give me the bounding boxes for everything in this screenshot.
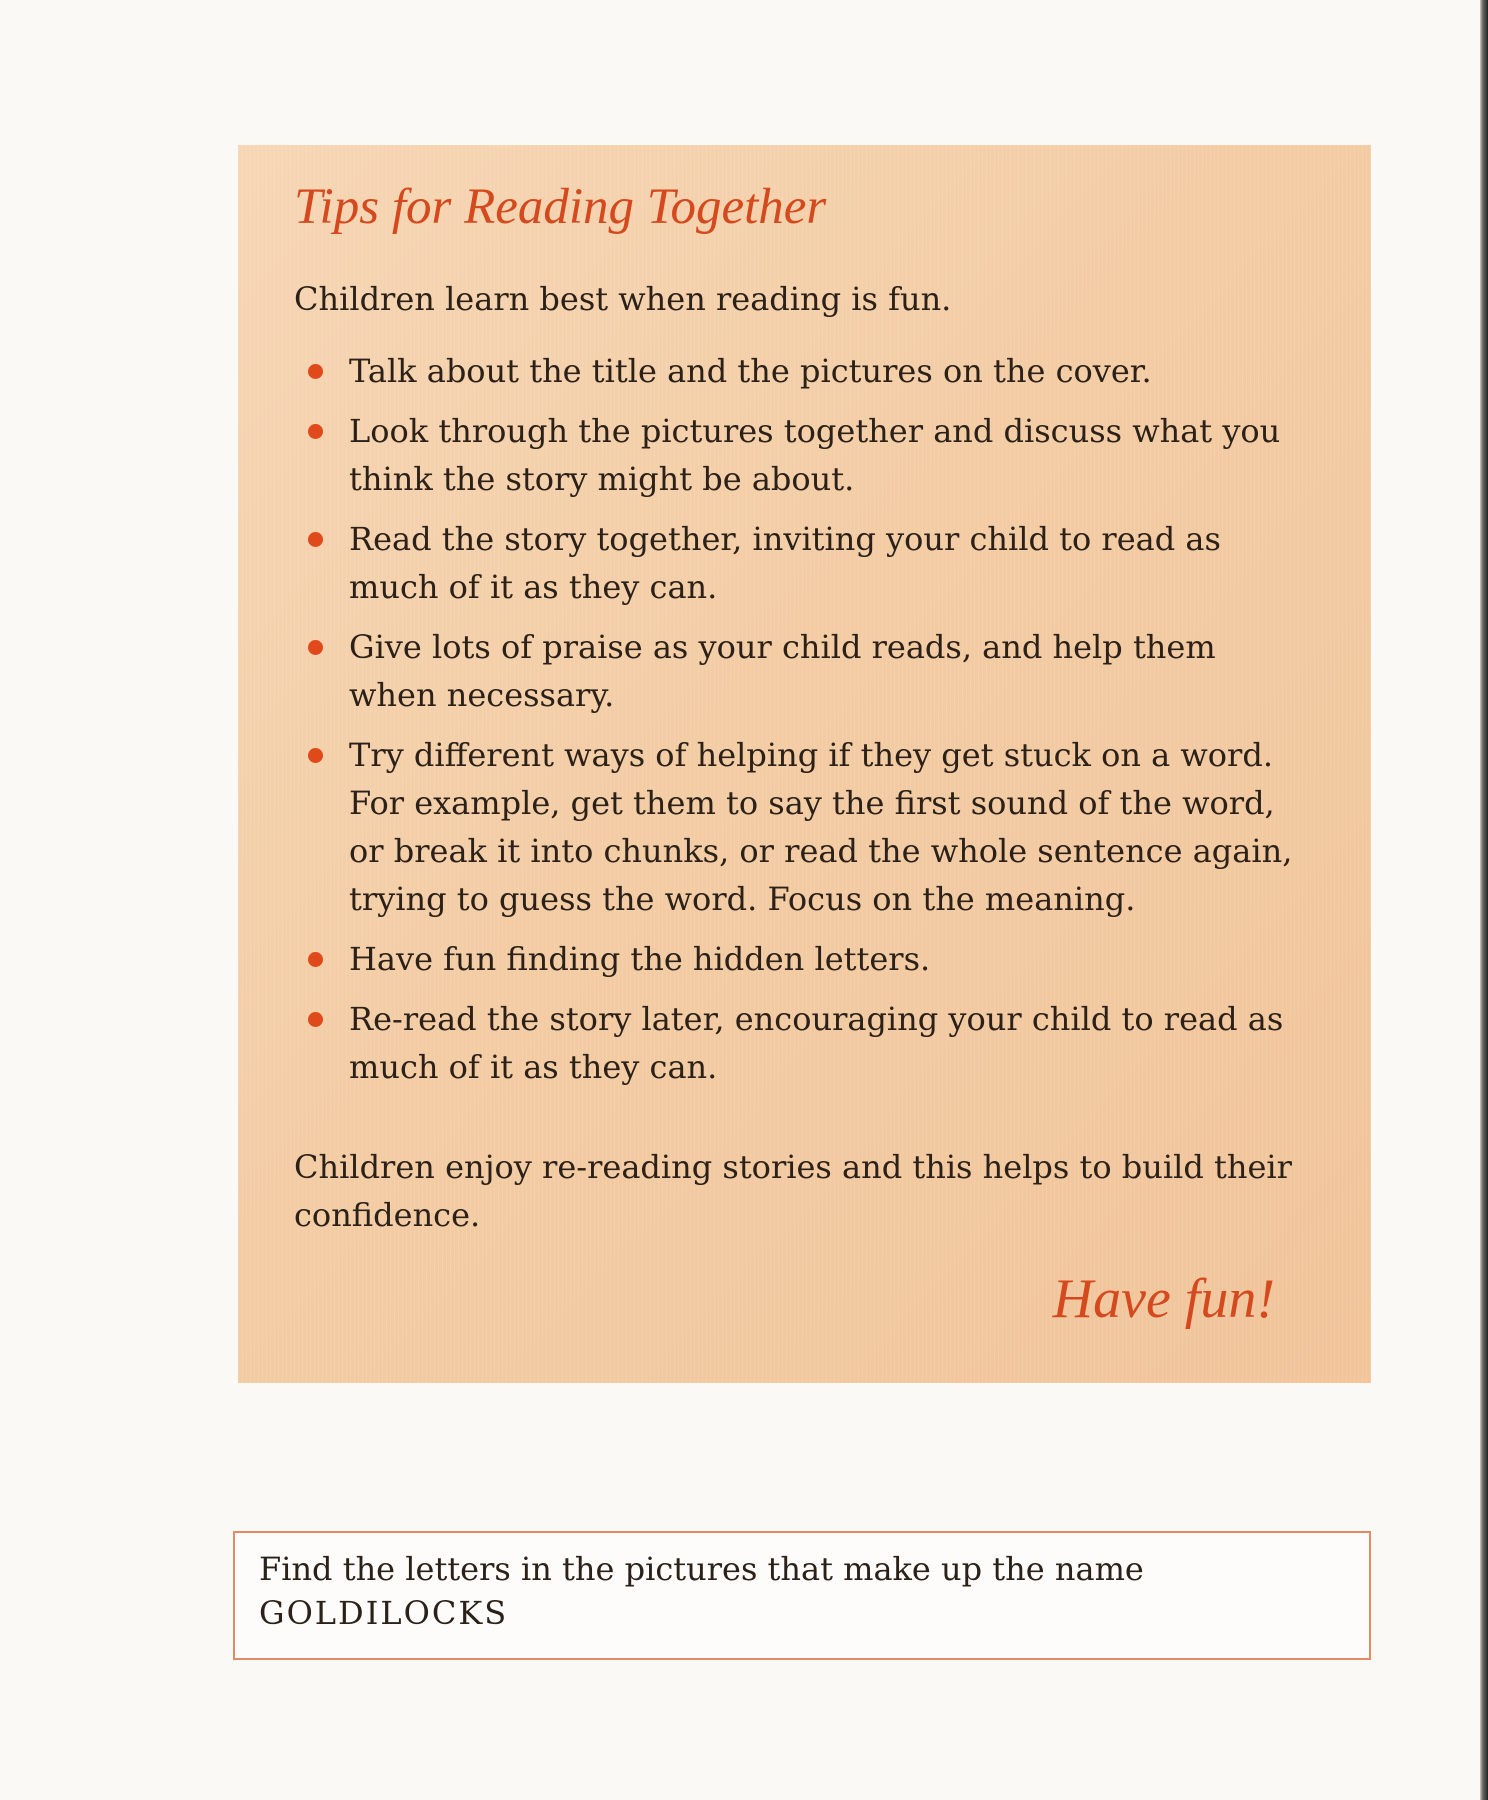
tip-text: Give lots of praise as your child reads, and help them when necessary.	[349, 628, 1216, 714]
bullet-icon	[308, 748, 323, 763]
tip-item-5	[294, 731, 1311, 923]
tips-closing: Children enjoy re-reading stories and this helps to build their confidence.	[294, 1148, 1292, 1234]
have-fun-signoff: Have fun!	[1052, 1268, 1275, 1330]
bullet-icon	[308, 364, 323, 379]
tip-item-3	[294, 515, 1311, 611]
tip-text: Look through the pictures together and discuss what you think the story might be about.	[349, 412, 1281, 498]
tips-title: Tips for Reading Together	[294, 179, 827, 235]
tip-item-1	[294, 347, 1311, 395]
hidden-letters-instruction: Find the letters in the pictures that make up the name	[259, 1550, 1144, 1588]
tip-text: Talk about the title and the pictures on the cover.	[349, 352, 1152, 390]
tip-text: Read the story together, inviting your child to read as much of it as they can.	[349, 520, 1221, 606]
tip-item-4	[294, 623, 1311, 719]
bullet-icon	[308, 1012, 323, 1027]
hidden-letters-box	[233, 1531, 1371, 1660]
tips-panel	[238, 145, 1371, 1383]
page-binding-edge	[1480, 0, 1488, 1800]
tip-item-2	[294, 407, 1311, 503]
tip-text: Re-read the story later, encouraging your child to read as much of it as they can.	[349, 1000, 1284, 1086]
tip-item-6	[294, 935, 1311, 983]
bullet-icon	[308, 532, 323, 547]
bullet-icon	[308, 640, 323, 655]
bullet-icon	[308, 424, 323, 439]
tip-text: Have fun finding the hidden letters.	[349, 940, 931, 978]
hidden-letters-name: GOLDILOCKS	[259, 1594, 509, 1632]
bullet-icon	[308, 952, 323, 967]
tip-item-7	[294, 995, 1311, 1091]
tip-text: Try different ways of helping if they get stuck on a word. For example, get them to say the first sound of the word, or break it into chunks, or read the whole sentence again, trying to guess the word. Focus on the meaning.	[349, 736, 1293, 918]
tips-intro: Children learn best when reading is fun.	[294, 280, 952, 318]
tips-list	[294, 347, 1311, 1091]
